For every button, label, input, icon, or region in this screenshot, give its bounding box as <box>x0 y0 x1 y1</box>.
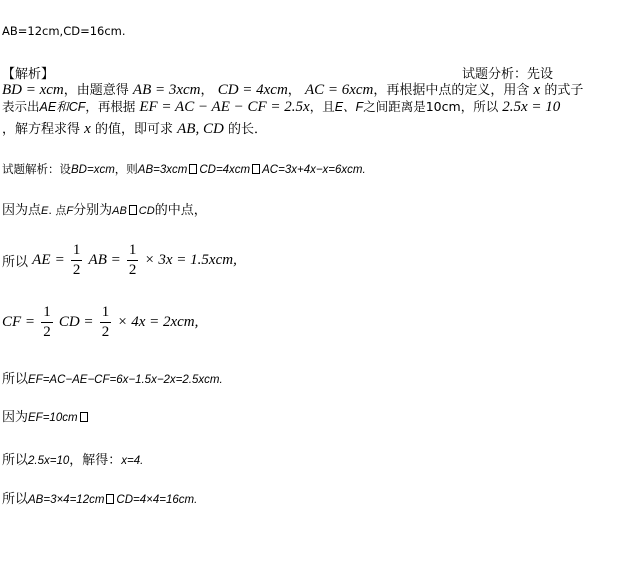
given-expression: EF=10cm <box>28 412 78 424</box>
line2-dist-val: 10cm <box>425 99 461 114</box>
ab-def: AB=3xcm <box>137 164 188 176</box>
solution-label: 试题解析：设 <box>2 162 71 176</box>
fraction-numerator: 1 <box>41 305 53 323</box>
solution-sep: ，则 <box>114 162 138 176</box>
missing-glyph-box <box>80 412 88 422</box>
ab-cd-names: AB, CD <box>177 121 224 137</box>
solution-line-1 <box>2 161 366 177</box>
line3-lead: ，解方程求得 <box>2 122 81 137</box>
ef-expression: EF=AC−AE−CF=6x−1.5x−2x=2.5xcm. <box>28 374 223 386</box>
missing-glyph-box <box>129 205 137 215</box>
ef-line <box>2 368 223 387</box>
solve-result: x=4. <box>121 455 144 467</box>
cf-fraction-2 <box>100 305 112 340</box>
ab-expr: AB = 3xcm <box>132 82 201 98</box>
missing-glyph-box <box>106 494 114 504</box>
sep-3: ， <box>287 83 301 98</box>
solve-mid: ，解得： <box>69 453 122 468</box>
solve-line <box>2 449 143 468</box>
line3-var-x: x <box>84 121 91 137</box>
ac-expr: AC = 6xcm <box>304 82 374 98</box>
final-lead: 所以 <box>2 492 29 507</box>
ef-lead: 所以 <box>2 372 29 387</box>
sep-2: ， <box>200 83 214 98</box>
solve-expression: 2.5x=10 <box>28 455 70 467</box>
ef-equation: EF = AC − AE − CF = 2.5x <box>139 99 310 115</box>
line2-so: ，所以 <box>460 99 499 114</box>
bd-def: BD=xcm <box>71 164 115 176</box>
point-e: E <box>41 205 49 217</box>
var-x: x <box>533 82 541 98</box>
fraction-numerator: 1 <box>71 243 83 261</box>
missing-glyph-box <box>189 164 197 174</box>
ae-result: × 3x = 1.5xcm, <box>144 252 237 268</box>
ae-fraction-1 <box>71 243 83 278</box>
fraction-numerator: 1 <box>127 243 139 261</box>
bd-expr: BD = xcm <box>2 82 64 98</box>
cf-fraction-1 <box>41 305 53 340</box>
line2-dist: 之间距离是 <box>363 99 426 114</box>
cd-expr: CD = 4xcm <box>217 82 288 98</box>
equation-2-5x: 2.5x = 10 <box>502 99 561 115</box>
line3-tail: 的长． <box>227 122 267 137</box>
fraction-denominator: 2 <box>128 262 137 278</box>
solution-line-2 <box>2 199 207 218</box>
final-cd: CD=4×4=16cm. <box>116 494 198 506</box>
cf-equation-line <box>2 305 198 340</box>
line2-and: ，且 <box>309 99 335 114</box>
given-line <box>2 406 90 425</box>
fraction-denominator: 2 <box>101 324 110 340</box>
midpoint-mid1: . 点 <box>48 204 67 217</box>
solve-lead: 所以 <box>2 453 29 468</box>
ae-lead: 所以 <box>2 255 29 270</box>
cf-lhs: CF = <box>2 314 36 330</box>
ae-mid: AB = <box>88 252 121 268</box>
fraction-numerator: 1 <box>100 305 112 323</box>
tail-text: 的式子 <box>544 83 584 98</box>
ac-def: AC=3x+4x−x=6xcm. <box>262 164 366 176</box>
fraction-denominator: 2 <box>72 262 81 278</box>
ae-eq: = <box>54 252 65 268</box>
analysis-header: 【解析】 <box>2 67 55 82</box>
sep-1: ，由题意得 <box>63 83 129 98</box>
line2-mid: ，再根据 <box>85 99 136 114</box>
fraction-denominator: 2 <box>43 324 51 340</box>
point-f: F <box>66 205 74 217</box>
ae-fraction-2 <box>127 243 139 278</box>
analysis-line-2 <box>2 97 560 116</box>
cf-result: × 4x = 2xcm, <box>117 314 199 330</box>
analysis-line-1 <box>2 79 583 99</box>
given-lead: 因为 <box>2 410 29 425</box>
midpoint-lead: 因为点 <box>2 203 42 218</box>
ae-cf-names: AE和CF <box>39 100 86 114</box>
cd-def: CD=4xcm <box>199 164 251 176</box>
cf-mid: CD = <box>58 314 94 330</box>
midpoint-tail: 的中点， <box>154 203 207 218</box>
ef-point-names: E、F <box>334 100 364 114</box>
midpoint-mid2: 分别为 <box>73 203 113 218</box>
rest-text: ，再根据中点的定义，用含 <box>373 83 530 98</box>
final-line <box>2 488 197 507</box>
answer-line: AB=12cm,CD=16cm. <box>2 24 126 38</box>
ae-equation-line <box>2 243 237 278</box>
analysis-line-3 <box>2 118 267 138</box>
segment-ab: AB <box>112 205 127 217</box>
hint-label: 试题分析：先设 <box>462 67 554 82</box>
line3-mid: 的值，即可求 <box>94 122 173 137</box>
line2-lead: 表示出 <box>2 99 40 114</box>
missing-glyph-box <box>252 164 260 174</box>
final-ab: AB=3×4=12cm <box>28 494 105 506</box>
segment-cd: CD <box>138 205 155 217</box>
ae-lhs: AE <box>32 252 51 268</box>
